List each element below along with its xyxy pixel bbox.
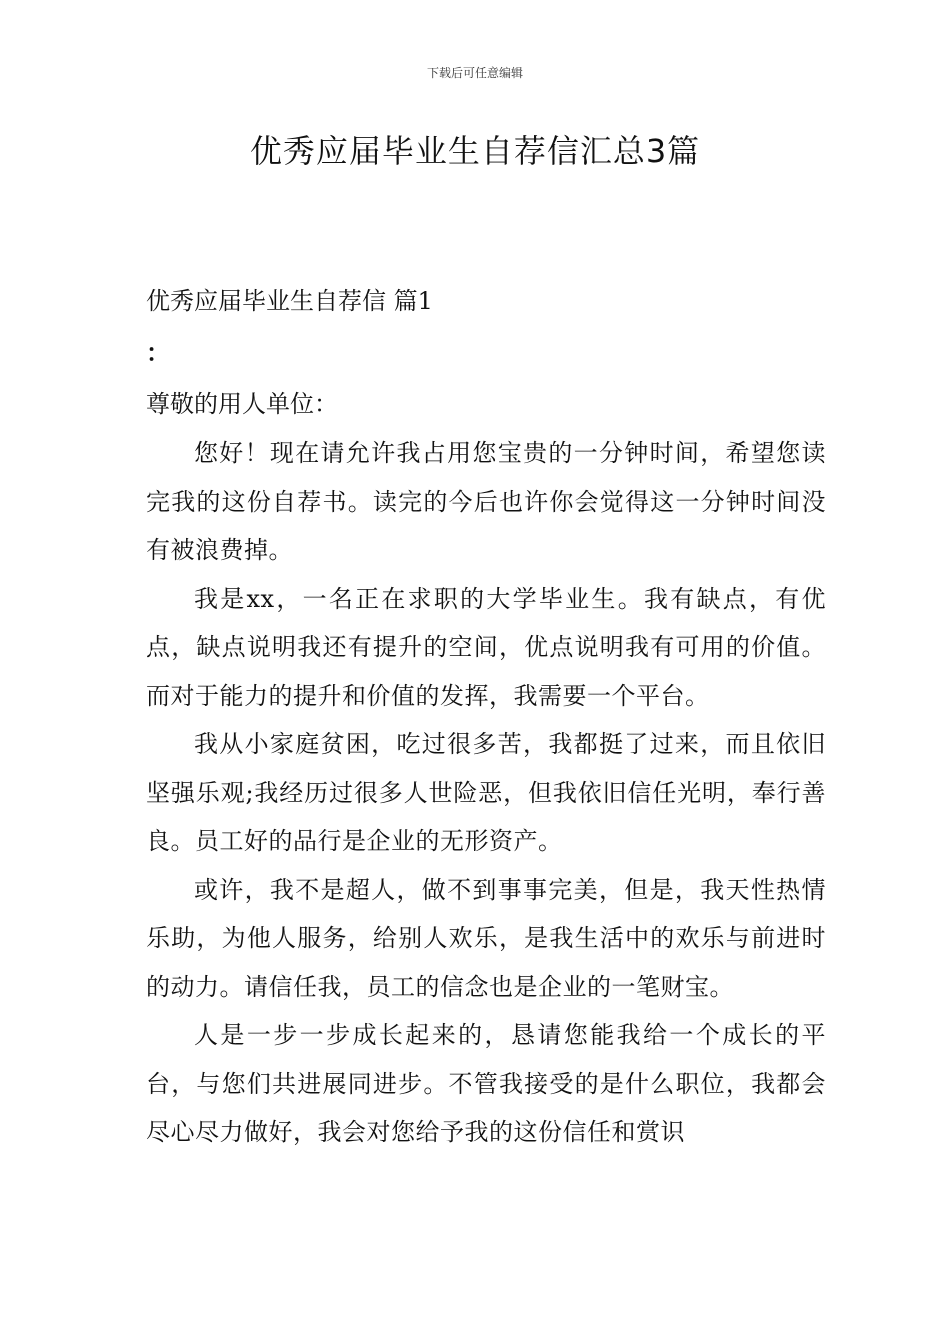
colon-line: ： — [146, 338, 170, 367]
document-title: 优秀应届毕业生自荐信汇总3篇 — [249, 132, 701, 170]
paragraph: 我是xx，一名正在求职的大学毕业生。我有缺点，有优点，缺点说明我还有提升的空间，优点说明我有可用的价值。而对于能力的提升和价值的发挥，我需要一个平台。 — [146, 584, 826, 710]
section-title: 优秀应届毕业生自荐信 篇1 — [146, 287, 433, 315]
salutation: 尊敬的用人单位： — [146, 390, 338, 418]
paragraph: 人是一步一步成长起来的，恳请您能我给一个成长的平台，与您们共进展同进步。不管我接受的是什么职位，我都会尽心尽力做好，我会对您给予我的这份信任和赏识 — [146, 1021, 826, 1146]
document-body — [146, 279, 826, 1157]
header-note: 下载后可任意编辑 — [426, 66, 523, 80]
paragraph: 我从小家庭贫困，吃过很多苦，我都挺了过来，而且依旧坚强乐观;我经历过很多人世险恶，但我依旧信任光明，奉行善良。员工好的品行是企业的无形资产。 — [146, 730, 826, 855]
paragraph: 您好！现在请允许我占用您宝贵的一分钟时间，希望您读完我的这份自荐书。读完的今后也许你会觉得这一分钟时间没有被浪费掉。 — [146, 439, 826, 564]
paragraph: 或许，我不是超人，做不到事事完美，但是，我天性热情乐助，为他人服务，给别人欢乐，是我生活中的欢乐与前进时的动力。请信任我，员工的信念也是企业的一笔财宝。 — [146, 875, 826, 1001]
